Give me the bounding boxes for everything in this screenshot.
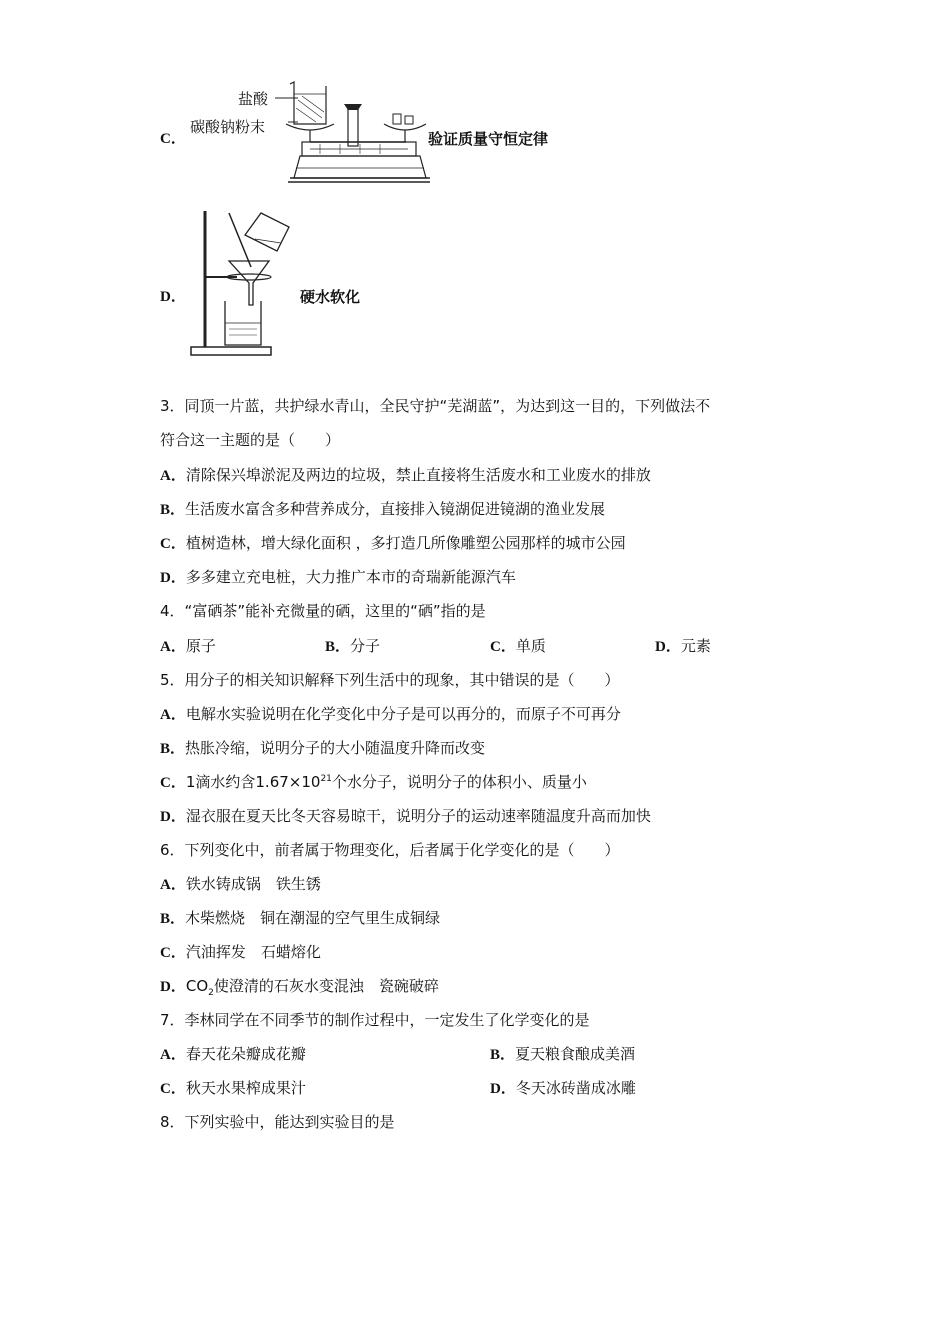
- option-letter: B．: [160, 502, 186, 518]
- q4-option-b: [325, 636, 380, 657]
- q7-option-d: [490, 1078, 636, 1099]
- q6-stem: 6．下列变化中，前者属于物理变化，后者属于化学变化的是（ ）: [160, 841, 620, 859]
- q5-option-a: [160, 704, 621, 725]
- option-letter: B．: [325, 639, 351, 655]
- option-text: 分子: [350, 637, 381, 655]
- option-text: 夏天粮食酿成美酒: [515, 1045, 636, 1063]
- filtration-drawing: [185, 205, 295, 360]
- q5-option-d: [160, 806, 651, 827]
- hard-water-softening-caption: 硬水软化: [300, 288, 361, 306]
- filtration-figure: [185, 205, 295, 360]
- q4-option-d: [655, 636, 711, 657]
- balance-figure: [190, 78, 430, 193]
- option-c-row: [160, 128, 186, 149]
- balance-drawing: [190, 78, 430, 193]
- option-text: 热胀冷缩，说明分子的大小随温度升降而改变: [185, 739, 486, 757]
- q4-option-a: [160, 636, 216, 657]
- option-text-pre: CO: [185, 977, 209, 995]
- option-letter: C．: [160, 1081, 186, 1097]
- q5-option-b: [160, 738, 485, 759]
- q5-stem: 5．用分子的相关知识解释下列生活中的现象，其中错误的是（ ）: [160, 671, 620, 689]
- option-text: 电解水实验说明在化学变化中分子是可以再分的，而原子不可再分: [185, 705, 621, 723]
- q8-stem: 8．下列实验中，能达到实验目的是: [160, 1113, 395, 1131]
- option-letter: B．: [160, 741, 186, 757]
- q3-stem-line1: 3．同顶一片蓝，共护绿水青山，全民守护“芜湖蓝”，为达到这一目的，下列做法不: [160, 397, 711, 415]
- option-text-post: 个水分子，说明分子的体积小、质量小: [331, 773, 587, 791]
- option-text: 春天花朵瓣成花瓣: [185, 1045, 306, 1063]
- q6-option-c: [160, 942, 321, 963]
- q3-option-b: [160, 499, 605, 520]
- option-d-row: [160, 286, 186, 307]
- option-letter: D．: [160, 809, 186, 825]
- option-text: 汽油挥发 石蜡熔化: [185, 943, 321, 961]
- q4-option-c: [490, 636, 546, 657]
- option-letter: A．: [160, 1047, 186, 1063]
- sodium-carbonate-label: 碳酸钠粉末: [190, 118, 266, 136]
- q7-option-b: [490, 1044, 635, 1065]
- q3-stem-line2: 符合这一主题的是（ ）: [160, 431, 341, 449]
- option-text: 生活废水富含多种营养成分，直接排入镜湖促进镜湖的渔业发展: [185, 500, 606, 518]
- option-text-post: 使澄清的石灰水变混浊 瓷碗破碎: [213, 977, 439, 995]
- option-letter: D．: [160, 289, 186, 305]
- option-text-pre: 1滴水约含1.67×10: [185, 773, 321, 791]
- hydrochloric-acid-label: 盐酸: [238, 90, 269, 108]
- q6-option-d: [160, 976, 439, 997]
- option-letter: D．: [490, 1081, 516, 1097]
- option-text: 单质: [515, 637, 546, 655]
- q5-option-c: [160, 772, 587, 793]
- q6-option-b: [160, 908, 440, 929]
- q7-option-c: [160, 1078, 306, 1099]
- q3-option-d: [160, 567, 516, 588]
- option-letter: D．: [655, 639, 681, 655]
- option-letter: A．: [160, 639, 186, 655]
- q7-stem: 7．李林同学在不同季节的制作过程中，一定发生了化学变化的是: [160, 1011, 590, 1029]
- q3-option-c: [160, 533, 626, 554]
- option-letter: B．: [160, 911, 186, 927]
- option-text: 清除保兴埠淤泥及两边的垃圾，禁止直接将生活废水和工业废水的排放: [185, 466, 651, 484]
- q4-stem: 4．“富硒茶”能补充微量的硒，这里的“硒”指的是: [160, 602, 486, 620]
- option-text: 元素: [680, 637, 711, 655]
- option-letter: A．: [160, 707, 186, 723]
- option-letter: B．: [490, 1047, 516, 1063]
- option-text: 多多建立充电桩，大力推广本市的奇瑞新能源汽车: [185, 568, 516, 586]
- option-text: 铁水铸成锅 铁生锈: [185, 875, 321, 893]
- option-letter: D．: [160, 979, 186, 995]
- option-text: 植树造林，增大绿化面积 ，多打造几所像雕塑公园那样的城市公园: [185, 534, 626, 552]
- option-text: 冬天冰砖凿成冰雕: [515, 1079, 636, 1097]
- verify-mass-conservation-caption: 验证质量守恒定律: [428, 130, 549, 148]
- option-letter: A．: [160, 468, 186, 484]
- option-text: 湿衣服在夏天比冬天容易晾干，说明分子的运动速率随温度升高而加快: [185, 807, 651, 825]
- exponent: 21: [320, 774, 332, 784]
- option-text: 秋天水果榨成果汁: [185, 1079, 306, 1097]
- q3-option-a: [160, 465, 651, 486]
- q6-option-a: [160, 874, 321, 895]
- q7-option-a: [160, 1044, 306, 1065]
- option-letter: C．: [490, 639, 516, 655]
- subscript: 2: [208, 988, 214, 998]
- option-letter: A．: [160, 877, 186, 893]
- option-letter: C．: [160, 945, 186, 961]
- option-letter: C．: [160, 131, 186, 147]
- option-letter: D．: [160, 570, 186, 586]
- option-letter: C．: [160, 775, 186, 791]
- option-letter: C．: [160, 536, 186, 552]
- option-text: 原子: [185, 637, 216, 655]
- option-text: 木柴燃烧 铜在潮湿的空气里生成铜绿: [185, 909, 441, 927]
